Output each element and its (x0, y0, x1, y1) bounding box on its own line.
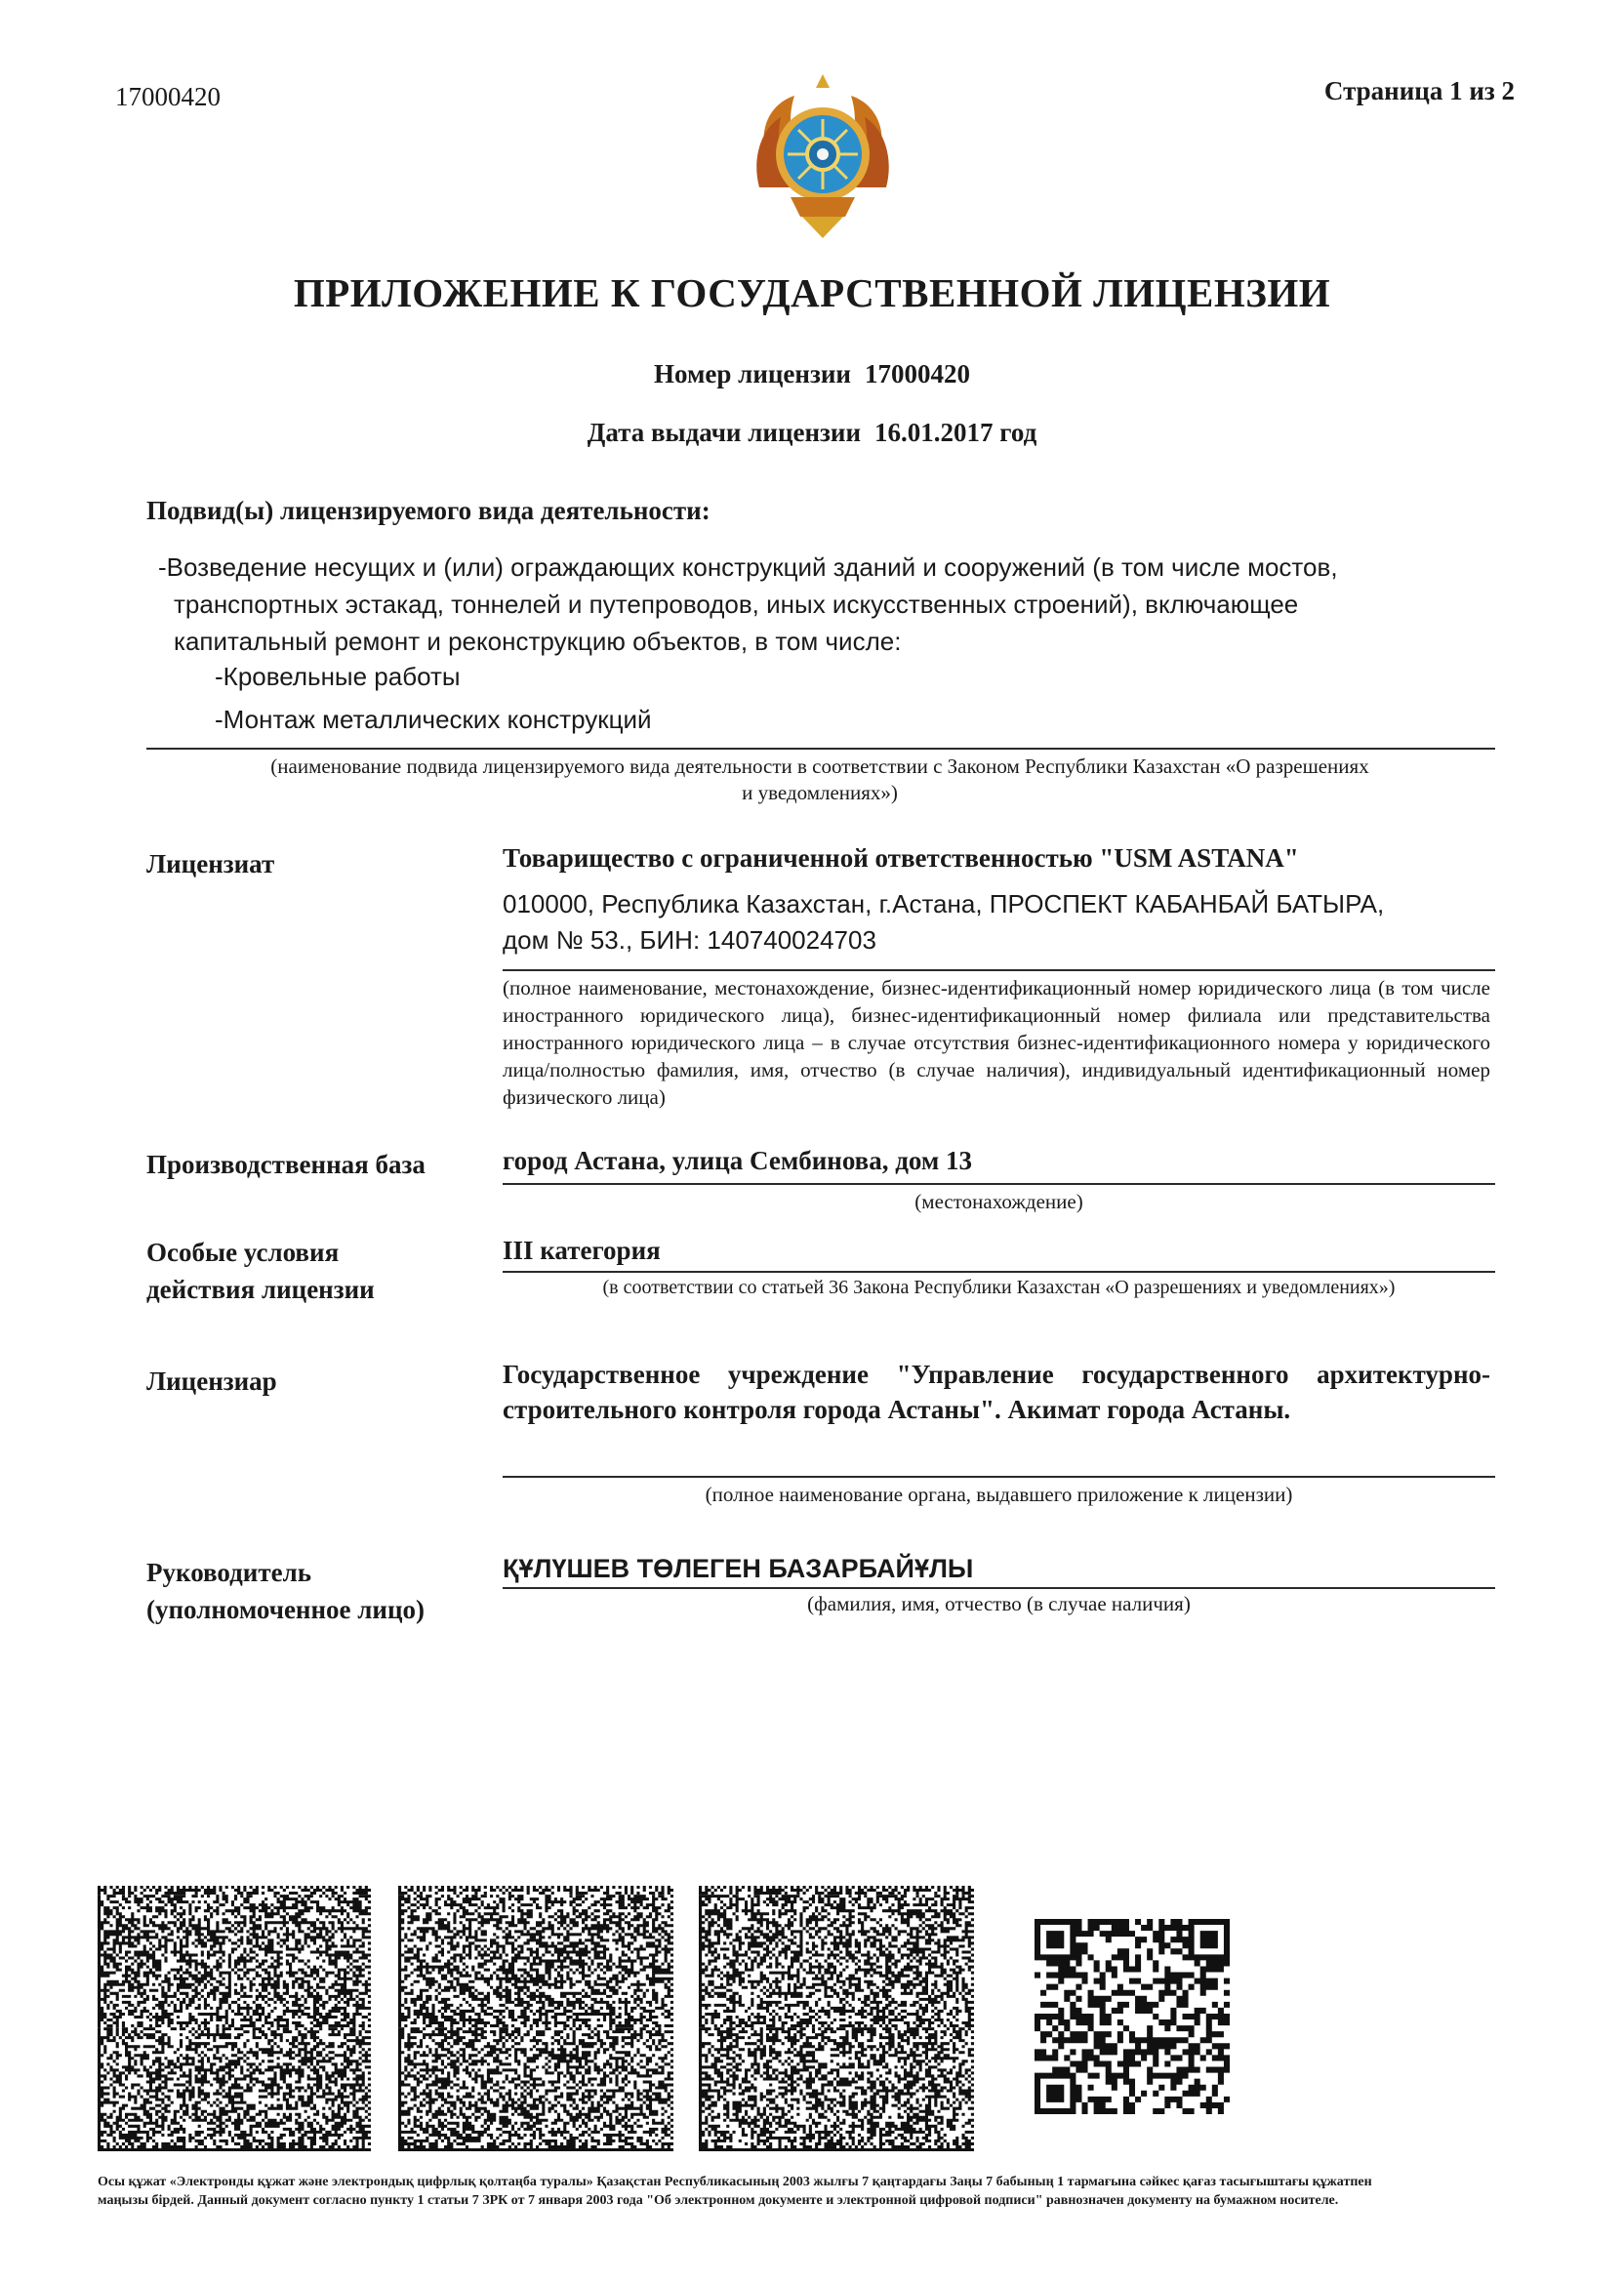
qr-code-icon (1035, 1919, 1230, 2114)
special-conditions-label: Особые условия действия лицензии (146, 1238, 375, 1304)
license-date-value: 16.01.2017 год (874, 418, 1037, 447)
subtype-heading: Подвид(ы) лицензируемого вида деятельности: (146, 496, 710, 525)
head-rule (503, 1587, 1495, 1589)
subtype-subitem: -Кровельные работы (215, 662, 461, 691)
subtype-main-line-3: капитальный ремонт и реконструкцию объектов, в том числе: (174, 627, 902, 656)
datamatrix-code-icon (699, 1886, 974, 2151)
subtype-main-item (158, 549, 1515, 660)
page-indicator: Страница 1 из 2 (1323, 76, 1515, 105)
licensee-label: Лицензиат (146, 849, 275, 878)
license-number-line (0, 359, 1624, 389)
production-base-note: (местонахождение) (914, 1190, 1083, 1213)
licensee-rule (503, 969, 1495, 971)
license-date-line (0, 418, 1624, 448)
subtype-main-line-2: транспортных эстакад, тоннелей и путепроводов, иных искусственных строений), включающее (174, 590, 1299, 619)
license-date-label: Дата выдачи лицензии (587, 418, 862, 447)
licensee-note: (полное наименование, местонахождение, бизнес-идентификационный номер юридического лица (в том числе иностранного юридического лица), бизнес-идентификационный номер филиала или представительства иностранного юридического лица – в случае отсутствия бизнес-идентификационного номера у юридического лица/полностью фамилия, имя, отчество (в случае наличия), индивидуальный идентификационный номер физического лица) (503, 976, 1490, 1109)
production-base-label: Производственная база (146, 1150, 426, 1179)
datamatrix-code-icon (98, 1886, 371, 2151)
special-conditions-note: (в соответствии со статьей 36 Закона Республики Казахстан «О разрешениях и уведомлениях») (602, 1277, 1396, 1298)
licensee-name: Товарищество с ограниченной ответственностью "USM ASTANA" (503, 843, 1299, 873)
production-base-value: город Астана, улица Сембинова, дом 13 (503, 1146, 973, 1175)
license-number-value: 17000420 (864, 359, 970, 388)
document-number: 17000420 (115, 82, 221, 111)
licensor-rule (503, 1476, 1495, 1478)
datamatrix-code-icon (398, 1886, 673, 2151)
state-emblem-icon (751, 70, 894, 244)
licensor-label: Лицензиар (146, 1366, 277, 1396)
special-conditions-rule (503, 1271, 1495, 1273)
legal-footer: Осы құжат «Электронды құжат және электрондық цифрлық қолтаңба туралы» Қазақстан Республикасының 2003 жылғы 7 қаңтардағы Заңы 7 бабының 1 тармағына сәйкес қағаз тасығыштағы құжатпен маңызы бірдей. Данный документ согласно пункту 1 статьи 7 ЗРК от 7 января 2003 года "Об электронном документе и электронной цифровой подписи" равнозначен документу на бумажном носителе. (98, 2175, 1372, 2208)
license-number-label: Номер лицензии (654, 359, 851, 388)
subtype-subitem: -Монтаж металлических конструкций (215, 705, 652, 734)
subtype-rule (146, 748, 1495, 750)
licensee-address: 010000, Республика Казахстан, г.Астана, ПРОСПЕКТ КАБАНБАЙ БАТЫРА, дом № 53., БИН: 140740024703 (503, 889, 1385, 955)
document-title: ПРИЛОЖЕНИЕ К ГОСУДАРСТВЕННОЙ ЛИЦЕНЗИИ (293, 270, 1331, 315)
head-note: (фамилия, имя, отчество (в случае наличия) (807, 1592, 1191, 1615)
licensor-note: (полное наименование органа, выдавшего приложение к лицензии) (705, 1483, 1293, 1506)
licensor-value: Государственное учреждение "Управление государственного архитектурно-строительного контроля города Астаны". Акимат города Астаны. (503, 1360, 1490, 1424)
production-base-rule (503, 1183, 1495, 1185)
head-value: ҚҰЛҮШЕВ ТӨЛЕГЕН БАЗАРБАЙҰЛЫ (503, 1554, 974, 1583)
subtype-main-line-1: -Возведение несущих и (или) ограждающих конструкций зданий и сооружений (в том числе мостов, (158, 552, 1338, 582)
special-conditions-value: III категория (503, 1236, 661, 1265)
head-label: Руководитель (уполномоченное лицо) (146, 1558, 426, 1624)
subtype-note: (наименование подвида лицензируемого вида деятельности в соответствии с Законом Республики Казахстан «О разрешениях и уведомлениях») (270, 755, 1369, 804)
